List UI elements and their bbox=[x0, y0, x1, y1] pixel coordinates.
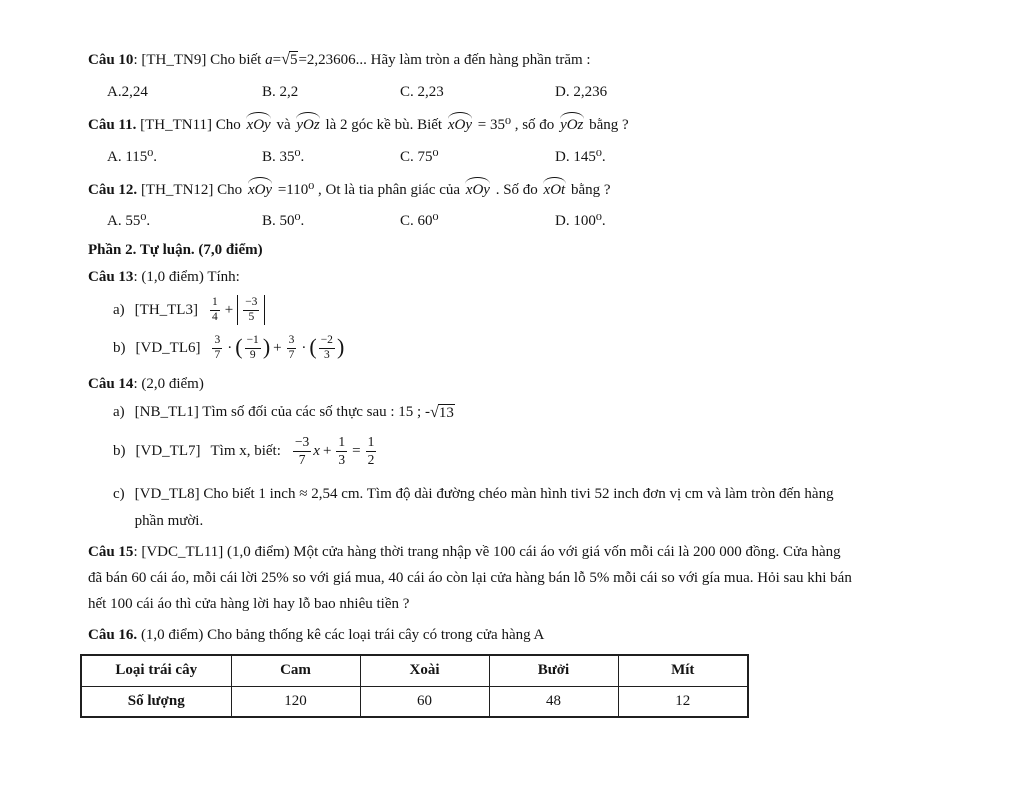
fraction-numerator: 1 bbox=[210, 296, 220, 311]
fraction-numerator: −3 bbox=[243, 296, 259, 311]
text-run: và bbox=[272, 117, 295, 133]
text-run: =110⁰ , Ot là tia phân giác của bbox=[274, 182, 464, 198]
fraction-numerator: 1 bbox=[336, 434, 347, 451]
text-run: [TH_TN9] Cho biết bbox=[141, 52, 266, 68]
question-10-label: Câu 10 bbox=[88, 52, 134, 68]
angle-notation: yOz bbox=[558, 115, 585, 136]
question-14-label: Câu 14 bbox=[88, 376, 134, 392]
left-paren: ( bbox=[309, 334, 317, 359]
fraction-numerator: −3 bbox=[293, 434, 311, 451]
fraction-denominator: 2 bbox=[367, 451, 375, 467]
table-row bbox=[81, 686, 748, 717]
fraction bbox=[336, 434, 347, 467]
option-d: D. 145⁰. bbox=[555, 149, 606, 165]
header-cell-buoi: Bưởi bbox=[489, 655, 618, 686]
fraction-numerator: −2 bbox=[319, 334, 335, 349]
multiply-dot: · bbox=[301, 339, 307, 356]
text-line bbox=[88, 539, 944, 565]
radicand: 13 bbox=[438, 404, 454, 421]
multiply-dot: · bbox=[227, 339, 233, 356]
option-d: D. 100⁰. bbox=[555, 213, 606, 229]
fraction bbox=[319, 334, 335, 363]
square-root bbox=[430, 403, 455, 422]
option-b: B. 2,2 bbox=[262, 84, 299, 100]
plus-operator: + bbox=[224, 301, 234, 318]
fraction-denominator: 3 bbox=[338, 451, 346, 467]
question-11-options bbox=[88, 147, 944, 168]
value-cell-cam: 120 bbox=[231, 686, 360, 717]
fraction bbox=[287, 334, 297, 363]
question-11-stem bbox=[88, 115, 944, 136]
text-run: bằng ? bbox=[585, 117, 629, 133]
question-12-stem bbox=[88, 180, 944, 201]
fraction bbox=[243, 296, 259, 325]
question-14-stem bbox=[88, 374, 944, 395]
item-marker: c) bbox=[113, 486, 125, 502]
text-run: Tìm x, biết: bbox=[210, 442, 281, 459]
fraction bbox=[245, 334, 261, 363]
header-cell-cam: Cam bbox=[231, 655, 360, 686]
option-c: C. 2,23 bbox=[400, 84, 444, 100]
question-10-options bbox=[88, 82, 944, 103]
item-code: [VD_TL7] bbox=[135, 442, 201, 459]
plus-operator: + bbox=[322, 442, 332, 459]
radical-sign: √ bbox=[429, 402, 439, 421]
question-13-item-a bbox=[88, 294, 944, 326]
text-run: [TH_TN11] Cho bbox=[136, 117, 245, 133]
question-14-item-a bbox=[88, 401, 944, 423]
question-12-label: Câu 12. bbox=[88, 182, 138, 198]
item-code: [VD_TL6] bbox=[135, 339, 201, 356]
text-line: hết 100 cái áo thì cửa hàng lời hay lỗ bao nhiêu tiền ? bbox=[88, 596, 410, 612]
text-run: : (1,0 điểm) Tính: bbox=[133, 269, 240, 285]
question-13-stem bbox=[88, 267, 944, 288]
option-a: A.2,24 bbox=[107, 84, 148, 100]
math-variable: a bbox=[265, 52, 273, 68]
option-b: B. 50⁰. bbox=[262, 213, 305, 229]
fraction-denominator: 7 bbox=[298, 451, 306, 467]
text-line: phần mười. bbox=[134, 513, 204, 529]
right-paren: ) bbox=[336, 334, 345, 359]
option-c: C. 75⁰ bbox=[400, 149, 439, 165]
text-run: : [VDC_TL11] (1,0 điểm) Một cửa hàng thời trang nhập về 100 cái áo với giá vốn mỗi cái là 200 000 đồng. Cửa hàng bbox=[133, 544, 841, 560]
item-text bbox=[135, 481, 834, 535]
question-13-label: Câu 13 bbox=[88, 269, 134, 285]
item-code: [TH_TL3] bbox=[134, 301, 198, 318]
math-equation bbox=[291, 434, 378, 467]
square-root bbox=[281, 52, 298, 68]
radical-sign: √ bbox=[281, 50, 290, 68]
item-marker: b) bbox=[113, 339, 126, 356]
fraction-denominator: 4 bbox=[211, 310, 218, 323]
absolute-value bbox=[237, 295, 265, 326]
text-line: [VD_TL8] Cho biết 1 inch ≈ 2,54 cm. Tìm độ dài đường chéo màn hình tivi 52 inch đơn vị cm và làm tròn đến hàng bbox=[134, 486, 834, 502]
text-run: [NB_TL1] Tìm số đối của các số thực sau : 15 ; - bbox=[134, 403, 430, 420]
plus-operator: + bbox=[273, 339, 282, 356]
question-16-label: Câu 16. bbox=[88, 627, 138, 643]
angle-notation: xOy bbox=[446, 115, 474, 136]
fraction-denominator: 7 bbox=[288, 348, 295, 361]
text-run: = bbox=[272, 52, 282, 68]
section-2-heading: Phần 2. Tự luận. (7,0 điểm) bbox=[88, 242, 263, 258]
option-c: C. 60⁰ bbox=[400, 213, 439, 229]
question-15 bbox=[88, 539, 944, 617]
text-run: [TH_TN12] Cho bbox=[137, 182, 246, 198]
fraction-numerator: 1 bbox=[366, 434, 377, 451]
question-16-stem bbox=[88, 625, 944, 646]
item-marker: a) bbox=[113, 301, 125, 318]
text-run: . Số đo bbox=[491, 182, 542, 198]
angle-notation: yOz bbox=[294, 115, 321, 136]
math-expression bbox=[208, 295, 266, 326]
row-label-quantity: Số lượng bbox=[81, 686, 231, 717]
math-expression bbox=[210, 334, 344, 363]
text-run: bằng ? bbox=[567, 182, 611, 198]
text-run: (1,0 điểm) Cho bảng thống kê các loại trái cây có trong cửa hàng A bbox=[137, 627, 545, 643]
value-cell-buoi: 48 bbox=[489, 686, 618, 717]
fraction bbox=[210, 296, 220, 325]
fraction-numerator: −1 bbox=[245, 334, 261, 349]
header-cell-fruit-type: Loại trái cây bbox=[81, 655, 231, 686]
fraction bbox=[293, 434, 311, 467]
angle-notation: xOt bbox=[542, 180, 568, 201]
question-15-label: Câu 15 bbox=[88, 544, 134, 560]
fraction-numerator: 3 bbox=[212, 334, 222, 349]
text-line: đã bán 60 cái áo, mỗi cái lời 25% so với giá mua, 40 cái áo còn lại cửa hàng bán lỗ 5% mỗi cái so với gía mua. Hỏi sau khi bán bbox=[88, 570, 852, 586]
fraction-denominator: 5 bbox=[248, 310, 255, 323]
question-13-item-b bbox=[88, 331, 944, 365]
question-11-label: Câu 11. bbox=[88, 117, 137, 133]
right-paren: ) bbox=[262, 334, 271, 359]
question-14-item-b bbox=[88, 432, 944, 470]
fraction-numerator: 3 bbox=[287, 334, 297, 349]
option-a: A. 55⁰. bbox=[107, 213, 151, 229]
item-marker: a) bbox=[113, 403, 125, 420]
table-header-row bbox=[81, 655, 748, 686]
item-marker: b) bbox=[113, 442, 126, 459]
fraction-denominator: 3 bbox=[323, 348, 330, 361]
option-a: A. 115⁰. bbox=[107, 149, 158, 165]
fruit-statistics-table bbox=[80, 654, 749, 718]
angle-notation: xOy bbox=[464, 180, 492, 201]
fraction bbox=[366, 434, 377, 467]
question-12-options bbox=[88, 211, 944, 232]
text-run: =2,23606... Hãy làm tròn a đến hàng phần trăm : bbox=[298, 52, 591, 68]
header-cell-mit: Mít bbox=[618, 655, 748, 686]
text-run: : bbox=[133, 52, 142, 68]
option-d: D. 2,236 bbox=[555, 84, 608, 100]
text-run: là 2 góc kề bù. Biết bbox=[321, 117, 446, 133]
left-paren: ( bbox=[235, 334, 243, 359]
equals-sign: = bbox=[352, 442, 361, 459]
value-cell-mit: 12 bbox=[618, 686, 748, 717]
math-variable: x bbox=[313, 442, 320, 459]
text-run: : (2,0 điểm) bbox=[133, 376, 204, 392]
question-10-stem bbox=[88, 49, 944, 71]
fraction-denominator: 7 bbox=[214, 348, 221, 361]
value-cell-xoai: 60 bbox=[360, 686, 489, 717]
option-b: B. 35⁰. bbox=[262, 149, 305, 165]
header-cell-xoai: Xoài bbox=[360, 655, 489, 686]
angle-notation: xOy bbox=[246, 180, 274, 201]
question-14-item-c bbox=[88, 481, 944, 535]
angle-notation: xOy bbox=[245, 115, 273, 136]
radicand: 5 bbox=[289, 52, 298, 68]
fraction bbox=[212, 334, 222, 363]
text-run: = 35⁰ , số đo bbox=[474, 117, 559, 133]
fraction-denominator: 9 bbox=[249, 348, 256, 361]
